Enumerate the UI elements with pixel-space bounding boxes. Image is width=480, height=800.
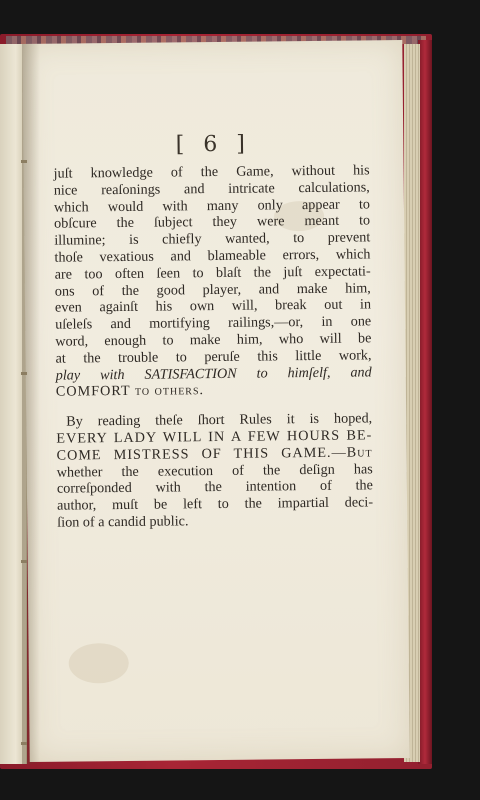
page-stain bbox=[69, 643, 129, 684]
text-line: ſion of a candid public. bbox=[57, 513, 189, 531]
text-line: ons of the good player, and make him, bbox=[54, 279, 371, 300]
binding-stitch bbox=[21, 160, 27, 163]
text-line: word, enough to make him, who will be bbox=[55, 330, 372, 350]
text-line: COME MISTRESS OF THIS GAME.—But bbox=[56, 444, 373, 464]
text-line: thoſe vexatious and blameable errors, which bbox=[54, 246, 371, 266]
text-line: at the trouble to peruſe this little work, bbox=[55, 347, 372, 367]
text-line: which would with many only appear to bbox=[53, 195, 371, 216]
text-line: uſeleſs and mortifying railings,—or, in one bbox=[55, 313, 372, 333]
page-number: [ 6 ] bbox=[175, 131, 252, 158]
text-line: obſcure the ſubject they were meant to bbox=[54, 212, 371, 233]
text-line: nice reaſonings and intricate calculations, bbox=[53, 179, 370, 199]
book-page bbox=[22, 40, 409, 762]
text-line: correſponded with the intention of the bbox=[56, 477, 373, 498]
text-line: even againſt his own will, break out in bbox=[54, 296, 372, 317]
text-line: EVERY LADY WILL IN A FEW HOURS BE- bbox=[56, 427, 373, 447]
text-line: illumine; is chiefly wanted, to prevent bbox=[54, 229, 371, 249]
cover-right-edge bbox=[418, 40, 432, 764]
text-line: whether the execution of the deſign has bbox=[56, 460, 373, 481]
binding-stitch bbox=[21, 372, 27, 375]
text-line: COMFORT to others. bbox=[55, 382, 205, 401]
binding-stitch bbox=[21, 560, 27, 563]
text-line: are too often ſeen to blaſt the juſt expectati- bbox=[54, 263, 371, 283]
text-line: author, muſt be left to the impartial deci- bbox=[57, 494, 374, 514]
binding-stitch bbox=[21, 742, 27, 745]
body-text bbox=[54, 162, 374, 531]
text-line: By reading theſe ſhort Rules it is hoped, bbox=[66, 410, 373, 430]
text-line: play with SATISFACTION to himſelf, and bbox=[55, 363, 372, 384]
text-line: juſt knowledge of the Game, without his bbox=[53, 162, 370, 182]
gutter-shadow bbox=[22, 44, 40, 764]
